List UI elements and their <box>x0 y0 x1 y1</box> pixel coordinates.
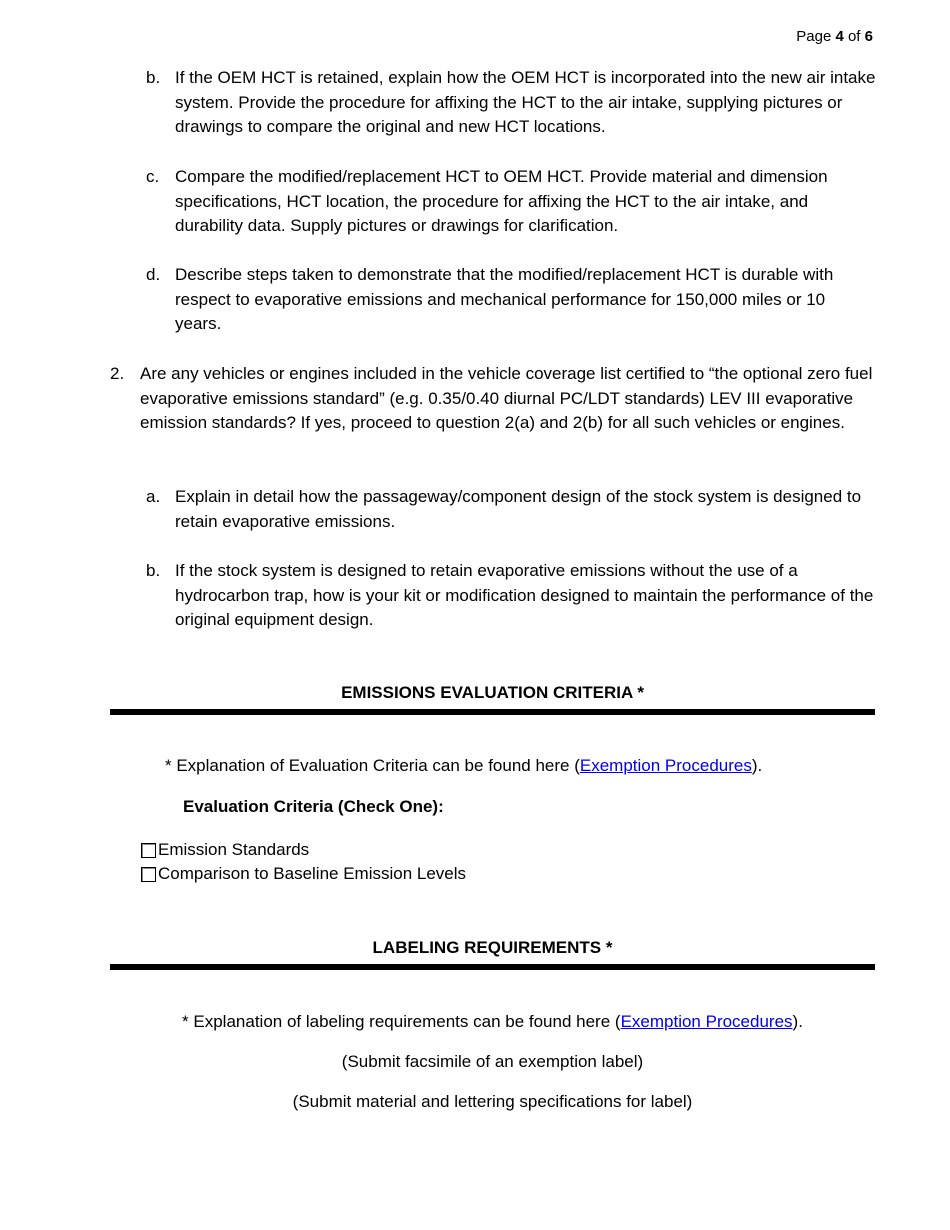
page-number: Page 4 of 6 <box>796 28 873 45</box>
question-2a <box>146 485 876 534</box>
page-current: 4 <box>835 28 844 45</box>
list-marker: 2. <box>110 364 125 383</box>
question-1b <box>146 66 876 140</box>
section-divider <box>110 709 875 715</box>
question-text: Explain in detail how the passageway/component design of the stock system is designed to retain evaporative emissions. <box>175 487 862 531</box>
list-marker: b. <box>146 68 161 87</box>
labeling-note: * Explanation of labeling requirements can be found here (Exemption Procedures). <box>182 1012 803 1031</box>
exemption-procedures-link[interactable]: Exemption Procedures <box>579 756 752 775</box>
evaluation-section-title: EMISSIONS EVALUATION CRITERIA * <box>341 683 644 702</box>
list-marker: a. <box>146 487 161 506</box>
question-1d <box>146 263 876 337</box>
option-label: Emission Standards <box>158 840 310 859</box>
question-text: If the stock system is designed to retain evaporative emissions without the use of a hydrocarbon trap, how is your kit or modification designed to maintain the performance of the original equipment design. <box>175 561 874 630</box>
labeling-section-title: LABELING REQUIREMENTS * <box>372 938 613 957</box>
list-marker: c. <box>146 167 160 186</box>
question-text: Describe steps taken to demonstrate that the modified/replacement HCT is durable with respect to evaporative emissions and mechanical performance for 150,000 miles or 10 years. <box>175 265 834 334</box>
list-marker: b. <box>146 561 161 580</box>
checkbox[interactable] <box>141 867 156 882</box>
question-1c <box>146 165 876 239</box>
question-text: Compare the modified/replacement HCT to OEM HCT. Provide material and dimension specifications, HCT location, the procedure for affixing the HCT to the air intake, and durability data. Supply pictures or drawings for clarification. <box>175 167 828 236</box>
labeling-instruction-1: (Submit facsimile of an exemption label) <box>341 1052 644 1071</box>
list-marker: d. <box>146 265 161 284</box>
checkbox[interactable] <box>141 843 156 858</box>
exemption-procedures-link[interactable]: Exemption Procedures <box>620 1012 793 1031</box>
criteria-heading: Evaluation Criteria (Check One): <box>183 797 444 816</box>
evaluation-note: * Explanation of Evaluation Criteria can be found here (Exemption Procedures). <box>165 756 763 775</box>
question-text: Are any vehicles or engines included in the vehicle coverage list certified to “the optional zero fuel evaporative emissions standard” (e.g. 0.35/0.40 diurnal PC/LDT standards) LEV III evaporative emission standards? If yes, proceed to question 2(a) and 2(b) for all such vehicles or engines. <box>140 364 873 433</box>
option-emission-standards[interactable] <box>141 840 309 860</box>
option-label: Comparison to Baseline Emission Levels <box>158 864 467 883</box>
question-2b <box>146 559 876 633</box>
labeling-instruction-2: (Submit material and lettering specifications for label) <box>292 1092 693 1111</box>
question-2 <box>110 362 876 436</box>
page-total: 6 <box>864 28 873 45</box>
option-baseline-comparison[interactable] <box>141 864 466 884</box>
section-divider <box>110 964 875 970</box>
question-text: If the OEM HCT is retained, explain how the OEM HCT is incorporated into the new air intake system. Provide the procedure for affixing the HCT to the air intake, supplying pictures or drawings to compare the original and new HCT locations. <box>175 68 876 137</box>
